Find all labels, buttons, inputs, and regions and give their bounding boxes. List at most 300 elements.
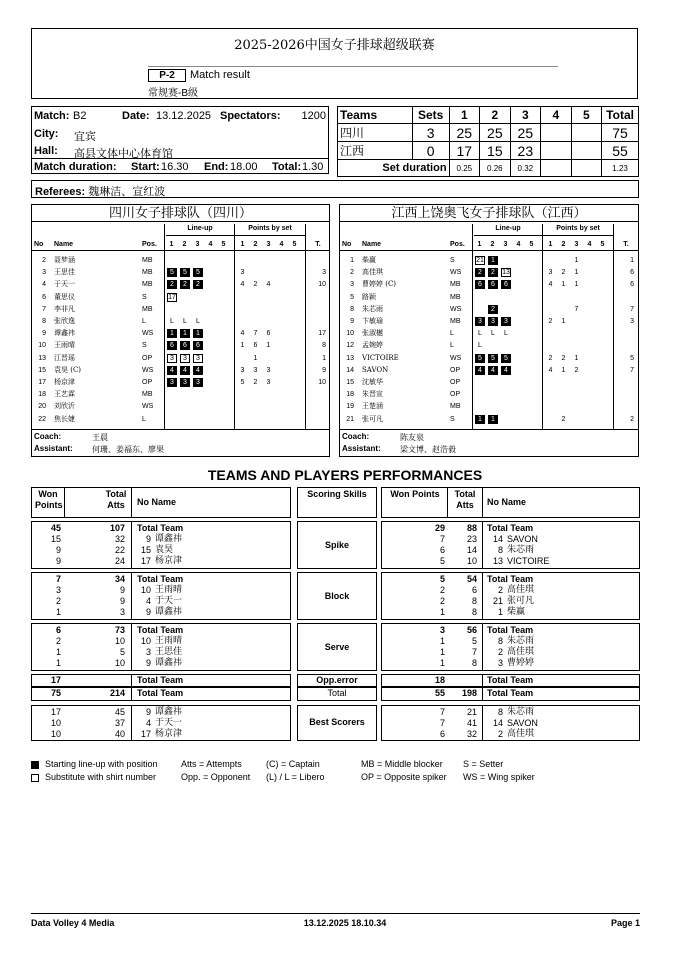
lineup-cell: 2 — [488, 305, 498, 314]
column-rule — [482, 705, 483, 741]
col-lineup-set: 2 — [182, 241, 187, 248]
header-no-name: No Name — [487, 497, 527, 507]
title-rule — [148, 66, 558, 67]
player-number: 9 — [145, 607, 151, 617]
points-cell: 4 — [240, 330, 245, 338]
col-no: No — [34, 241, 44, 248]
legend-filled-square — [31, 761, 39, 769]
player-row — [32, 304, 329, 315]
coach-value: 王晨 — [92, 433, 108, 442]
assistant-value: 何珊、姜福东、廖果 — [92, 445, 164, 454]
lineup-cell: 17 — [168, 293, 176, 301]
total-atts: 54 — [466, 574, 477, 584]
lineup-cell: 4 — [167, 366, 177, 375]
player-number: 22 — [38, 415, 46, 423]
player-name: 谭鑫祎 — [54, 329, 75, 338]
player-name: Total Team — [137, 688, 184, 698]
doc-code: P-2 — [148, 69, 186, 82]
total-value: 1.30 — [302, 161, 324, 173]
player-position: MB — [450, 318, 461, 325]
col-total: T. — [623, 241, 629, 248]
player-number: 4 — [145, 596, 151, 606]
total-atts: 9 — [119, 585, 125, 595]
lineup-cell: 6 — [180, 341, 190, 350]
player-number: 10 — [38, 342, 46, 350]
player-name: 王雨晴 — [155, 636, 183, 646]
player-name: 朱芯雨 — [362, 304, 383, 313]
player-number: 19 — [346, 403, 354, 411]
player-number: 13 — [38, 354, 46, 362]
lineup-cell: 1 — [193, 329, 203, 338]
match-info-divider — [31, 158, 329, 159]
legend-item: Atts = Attempts — [181, 759, 242, 769]
performance-table — [31, 487, 640, 739]
column-rule — [131, 705, 132, 741]
player-number: 17 — [140, 556, 151, 566]
points-cell: 2 — [561, 415, 566, 423]
city-label: City: — [34, 128, 59, 140]
player-number: 12 — [346, 342, 354, 350]
player-number: 8 — [350, 305, 354, 313]
legend-item: Starting line-up with position — [45, 759, 158, 769]
lineup-cell: 3 — [193, 354, 203, 363]
lineup-cell: 6 — [193, 341, 203, 350]
player-name: 柴赢 — [507, 607, 526, 617]
player-position: OP — [142, 379, 153, 386]
player-number: 14 — [492, 718, 503, 728]
player-number: 18 — [346, 391, 354, 399]
col-lineup-set: 3 — [195, 241, 200, 248]
footer-center: 13.12.2025 18.10.34 — [303, 918, 387, 928]
player-number: 9 — [42, 330, 46, 338]
score-table — [337, 106, 639, 177]
won-points: 6 — [439, 729, 445, 739]
points-cell: 1 — [253, 354, 258, 362]
player-row — [32, 267, 329, 278]
coach-label: Coach: — [34, 432, 62, 441]
column-rule — [482, 674, 483, 687]
skill-name: Spike — [324, 540, 349, 550]
lineup-cell: 21 — [476, 257, 484, 264]
player-total: 1 — [322, 354, 326, 362]
player-number: 13 — [492, 556, 503, 566]
player-number: 1 — [350, 257, 354, 264]
player-name: 朱芯雨 — [507, 707, 535, 717]
player-row — [340, 389, 638, 400]
header-won-points: Won Points — [390, 489, 440, 499]
score-set-value — [571, 142, 602, 160]
player-total: 3 — [322, 269, 326, 277]
won-points: 5 — [439, 556, 445, 566]
player-total: 17 — [318, 330, 326, 338]
player-number: 15 — [346, 379, 354, 386]
player-name: 朱芯雨 — [507, 545, 535, 555]
lineup-cell: L — [504, 330, 508, 338]
lineup-header: Line-up — [187, 225, 213, 232]
assistant-value: 梁文博、赵浩毅 — [400, 445, 456, 454]
player-row — [32, 401, 329, 412]
total-atts: 8 — [471, 658, 477, 668]
player-name: 王思佳 — [54, 268, 75, 277]
lineup-cell: 3 — [193, 378, 203, 387]
player-row — [340, 279, 638, 290]
total-atts: 5 — [471, 636, 477, 646]
legend-item: OP = Opposite spiker — [361, 772, 447, 782]
column-rule — [482, 572, 483, 620]
header-scoring-skills: Scoring Skills — [307, 489, 367, 499]
score-header-set4: 4 — [541, 107, 572, 124]
player-name: 王艺霖 — [54, 390, 75, 399]
left-header-divider — [131, 487, 132, 518]
player-row — [32, 340, 329, 351]
player-name: SAVON — [362, 365, 389, 374]
won-points: 3 — [439, 625, 445, 635]
player-number: 6 — [42, 293, 46, 301]
points-cell: 7 — [253, 330, 258, 338]
duration-label: Match duration: — [34, 161, 117, 173]
score-team: 江西 — [338, 142, 413, 160]
player-name: 曹婷婷 — [507, 658, 535, 668]
lineup-cell: 6 — [501, 280, 511, 289]
player-position: L — [142, 318, 146, 325]
won-points: 1 — [439, 636, 445, 646]
footer-rule — [31, 913, 640, 914]
player-position: MB — [450, 403, 461, 411]
lineup-cell: 5 — [167, 268, 177, 277]
header-box — [31, 28, 638, 99]
team-panel-home — [31, 204, 330, 457]
performance-title: TEAMS AND PLAYERS PERFORMANCES — [207, 467, 483, 483]
points-cell: 3 — [266, 366, 271, 374]
player-number: 4 — [42, 281, 46, 289]
col-points-set: 1 — [240, 241, 245, 248]
team-name: 江西上饶奥飞女子排球队（江西） — [340, 205, 638, 222]
total-label: Total: — [272, 161, 302, 173]
player-name: 张淑樾 — [362, 329, 383, 338]
total-atts: 5 — [119, 647, 125, 657]
col-points-set: 4 — [279, 241, 284, 248]
player-position: MB — [142, 391, 153, 399]
player-number: 14 — [492, 534, 503, 544]
points-cell: 1 — [574, 354, 579, 362]
legend-item: Substitute with shirt number — [45, 772, 157, 782]
player-number: 21 — [346, 415, 354, 423]
player-number: 8 — [497, 636, 503, 646]
player-name: 沈敏华 — [362, 378, 383, 386]
player-number: 3 — [497, 658, 503, 668]
match-label: Match: — [34, 110, 70, 122]
player-number: 15 — [140, 545, 151, 555]
points-cell: 2 — [253, 281, 258, 289]
player-total: 5 — [630, 354, 634, 362]
col-points-set: 1 — [548, 241, 553, 248]
player-position: MB — [142, 281, 153, 289]
player-name: VICTOIRE — [362, 353, 399, 362]
points-cell: 3 — [240, 269, 245, 277]
score-header-set1: 1 — [449, 107, 480, 124]
points-cell: 6 — [253, 342, 258, 350]
player-number: 4 — [145, 718, 151, 728]
points-cell: 1 — [561, 366, 566, 374]
total-atts: 3 — [119, 607, 125, 617]
player-name: 焦长婕 — [54, 414, 75, 423]
player-name: 柴赢 — [362, 256, 376, 264]
legend-item: (C) = Captain — [266, 759, 320, 769]
lineup-cell: 2 — [180, 280, 190, 289]
won-points: 7 — [439, 718, 445, 728]
lineup-cell: 2 — [167, 280, 177, 289]
player-number: 7 — [42, 305, 46, 313]
score-set-value: 23 — [510, 142, 541, 160]
player-name: Total Team — [487, 625, 534, 635]
player-row — [32, 279, 329, 290]
set-duration-value: 0.32 — [510, 160, 541, 177]
player-row — [32, 377, 329, 388]
won-points: 7 — [439, 534, 445, 544]
col-points-set: 5 — [600, 241, 605, 248]
player-total: 6 — [630, 269, 634, 277]
column-rule — [131, 687, 132, 701]
points-cell: 2 — [561, 269, 566, 277]
referees-label: Referees: — [35, 186, 86, 198]
score-set-value: 25 — [480, 124, 511, 142]
player-position: MB — [450, 281, 461, 289]
player-number: 18 — [38, 391, 46, 399]
lineup-cell: 4 — [475, 366, 485, 375]
assistant-label: Assistant: — [34, 444, 73, 453]
player-name: 于天一 — [155, 596, 183, 606]
lineup-cell: 2 — [488, 268, 498, 277]
lineup-cell: 2 — [475, 268, 485, 277]
won-points: 10 — [50, 729, 61, 739]
points-cell: 6 — [266, 330, 271, 338]
player-number: 9 — [145, 707, 151, 717]
lineup-cell: 1 — [475, 415, 485, 424]
col-points-set: 3 — [266, 241, 271, 248]
player-position: L — [450, 342, 454, 350]
set-duration-value: 0.26 — [480, 160, 511, 177]
total-atts: 6 — [471, 585, 477, 595]
score-row — [338, 142, 639, 160]
lineup-cell: 4 — [180, 366, 190, 375]
doc-title: Match result — [190, 69, 250, 81]
player-name: 王思佳 — [155, 647, 183, 657]
lineup-cell: 3 — [501, 317, 511, 326]
set-duration-total: 1.23 — [602, 160, 639, 177]
total-atts: 34 — [114, 574, 125, 584]
total-atts: 10 — [114, 636, 125, 646]
lineup-cell: 6 — [475, 280, 485, 289]
header-won-points: Won Points — [35, 489, 63, 510]
lineup-cell: 4 — [193, 366, 203, 375]
player-row — [32, 316, 329, 327]
lineup-cell: 1 — [488, 256, 498, 265]
player-name: 于天一 — [155, 718, 183, 728]
header-total-atts: Total Atts — [105, 489, 127, 510]
points-cell: 3 — [548, 269, 553, 277]
won-points: 5 — [439, 574, 445, 584]
set-duration-value — [571, 160, 602, 177]
lineup-cell: L — [491, 330, 495, 338]
column-rule — [482, 623, 483, 671]
column-rule — [482, 521, 483, 569]
player-name: 高佳琪 — [507, 729, 535, 739]
player-name: 张可凡 — [362, 414, 383, 423]
points-cell: 2 — [253, 379, 258, 386]
league-title: 2025-2026中国女子排球超级联赛 — [234, 38, 435, 53]
won-points: 29 — [434, 523, 445, 533]
player-row — [340, 304, 638, 315]
score-set-value: 25 — [449, 124, 480, 142]
col-points-set: 2 — [561, 241, 566, 248]
total-atts: 24 — [114, 556, 125, 566]
start-value: 16.30 — [161, 161, 189, 173]
player-row — [340, 377, 638, 388]
total-atts: 73 — [114, 625, 125, 635]
player-number: 8 — [497, 545, 503, 555]
player-row — [340, 292, 638, 303]
player-name: Total Team — [137, 625, 184, 635]
city-value: 宜宾 — [74, 131, 96, 143]
player-row — [340, 365, 638, 376]
total-atts: 214 — [109, 688, 125, 698]
total-atts: 8 — [471, 607, 477, 617]
player-name: 王楚涵 — [362, 402, 383, 411]
right-header-divider — [447, 487, 448, 518]
player-row — [340, 414, 638, 425]
player-row — [32, 414, 329, 425]
lineup-cell: 5 — [180, 268, 190, 277]
col-lineup-set: 4 — [516, 241, 521, 248]
player-name: 高佳琪 — [362, 268, 383, 277]
points-cell: 4 — [240, 281, 245, 289]
won-points: 18 — [434, 675, 445, 685]
score-sets: 0 — [412, 142, 449, 160]
score-set-value: 15 — [480, 142, 511, 160]
points-cell: 3 — [266, 379, 271, 386]
column-rule — [131, 674, 132, 687]
won-points: 45 — [50, 523, 61, 533]
player-position: OP — [142, 354, 153, 362]
player-total: 8 — [322, 342, 326, 350]
points-cell: 2 — [561, 354, 566, 362]
won-points: 1 — [439, 658, 445, 668]
start-label: Start: — [131, 161, 160, 173]
score-header-set5: 5 — [571, 107, 602, 124]
player-name: 谭鑫祎 — [155, 707, 183, 717]
won-points: 10 — [50, 718, 61, 728]
won-points: 3 — [55, 585, 61, 595]
player-position: WS — [450, 354, 462, 362]
player-position: OP — [450, 379, 461, 386]
player-name: 谭鑫祎 — [155, 658, 183, 668]
player-number: 5 — [350, 293, 354, 301]
points-cell: 4 — [266, 281, 271, 289]
player-name: 杨京津 — [155, 556, 183, 566]
player-number: 1 — [497, 607, 503, 617]
player-name: 李非凡 — [54, 304, 75, 313]
lineup-cell: 3 — [180, 378, 190, 387]
player-row — [32, 389, 329, 400]
player-total: 10 — [318, 281, 326, 289]
spectators-value: 1200 — [301, 110, 326, 122]
player-number: 14 — [346, 366, 354, 374]
points-cell: 1 — [240, 342, 245, 350]
points-cell: 1 — [266, 342, 271, 350]
lineup-cell: 1 — [167, 329, 177, 338]
lineup-cell: 1 — [180, 329, 190, 338]
player-number: 13 — [346, 354, 354, 362]
won-points: 15 — [50, 534, 61, 544]
points-cell: 4 — [548, 366, 553, 374]
player-number: 10 — [140, 585, 151, 595]
player-name: VICTOIRE — [507, 556, 550, 566]
header-no-name: No Name — [137, 497, 177, 507]
legend-item: S = Setter — [463, 759, 504, 769]
col-name: Name — [54, 241, 74, 248]
col-points-set: 3 — [574, 241, 579, 248]
won-points: 1 — [55, 607, 61, 617]
col-lineup-set: 1 — [477, 241, 482, 248]
player-position: WS — [142, 330, 154, 338]
skill-name: Serve — [324, 642, 350, 652]
won-points: 1 — [55, 647, 61, 657]
total-atts: 14 — [466, 545, 477, 555]
won-points: 6 — [439, 545, 445, 555]
col-points-set: 4 — [587, 241, 592, 248]
player-total: 3 — [630, 318, 634, 325]
points-cell: 2 — [548, 318, 553, 325]
points-cell: 5 — [240, 379, 245, 386]
player-number: 21 — [492, 596, 503, 606]
player-number: 15 — [38, 366, 46, 374]
col-lineup-set: 5 — [221, 241, 226, 248]
column-rule — [131, 623, 132, 671]
col-lineup-set: 5 — [529, 241, 534, 248]
header-rule — [474, 235, 614, 236]
total-atts: 32 — [114, 534, 125, 544]
player-position: MB — [142, 257, 153, 264]
player-name: 袁昊 — [155, 545, 174, 555]
player-total: 10 — [318, 379, 326, 386]
player-position: OP — [450, 366, 461, 374]
player-position: S — [450, 257, 455, 264]
legend-open-square — [31, 774, 39, 782]
lineup-cell: L — [196, 318, 200, 325]
player-position: L — [142, 415, 146, 423]
coach-label: Coach: — [342, 432, 370, 441]
total-atts: 22 — [114, 545, 125, 555]
lineup-cell: 3 — [180, 354, 190, 363]
spectators-label: Spectators: — [220, 110, 281, 122]
col-no: No — [342, 241, 352, 248]
won-points: 75 — [50, 688, 61, 698]
score-set-value — [571, 124, 602, 142]
player-row — [32, 353, 329, 364]
right-header-divider — [482, 487, 483, 518]
score-set-value — [541, 142, 572, 160]
player-row — [340, 401, 638, 412]
player-total: 6 — [630, 281, 634, 289]
player-name: 杨京津 — [155, 729, 183, 739]
lineup-cell: 4 — [488, 366, 498, 375]
player-name: 聂梦涵 — [54, 256, 75, 264]
lineup-cell: 3 — [488, 317, 498, 326]
footer-right: Page 1 — [610, 918, 640, 928]
points-cell: 1 — [574, 269, 579, 277]
column-rule — [131, 572, 132, 620]
score-header-sets: Sets — [412, 107, 449, 124]
